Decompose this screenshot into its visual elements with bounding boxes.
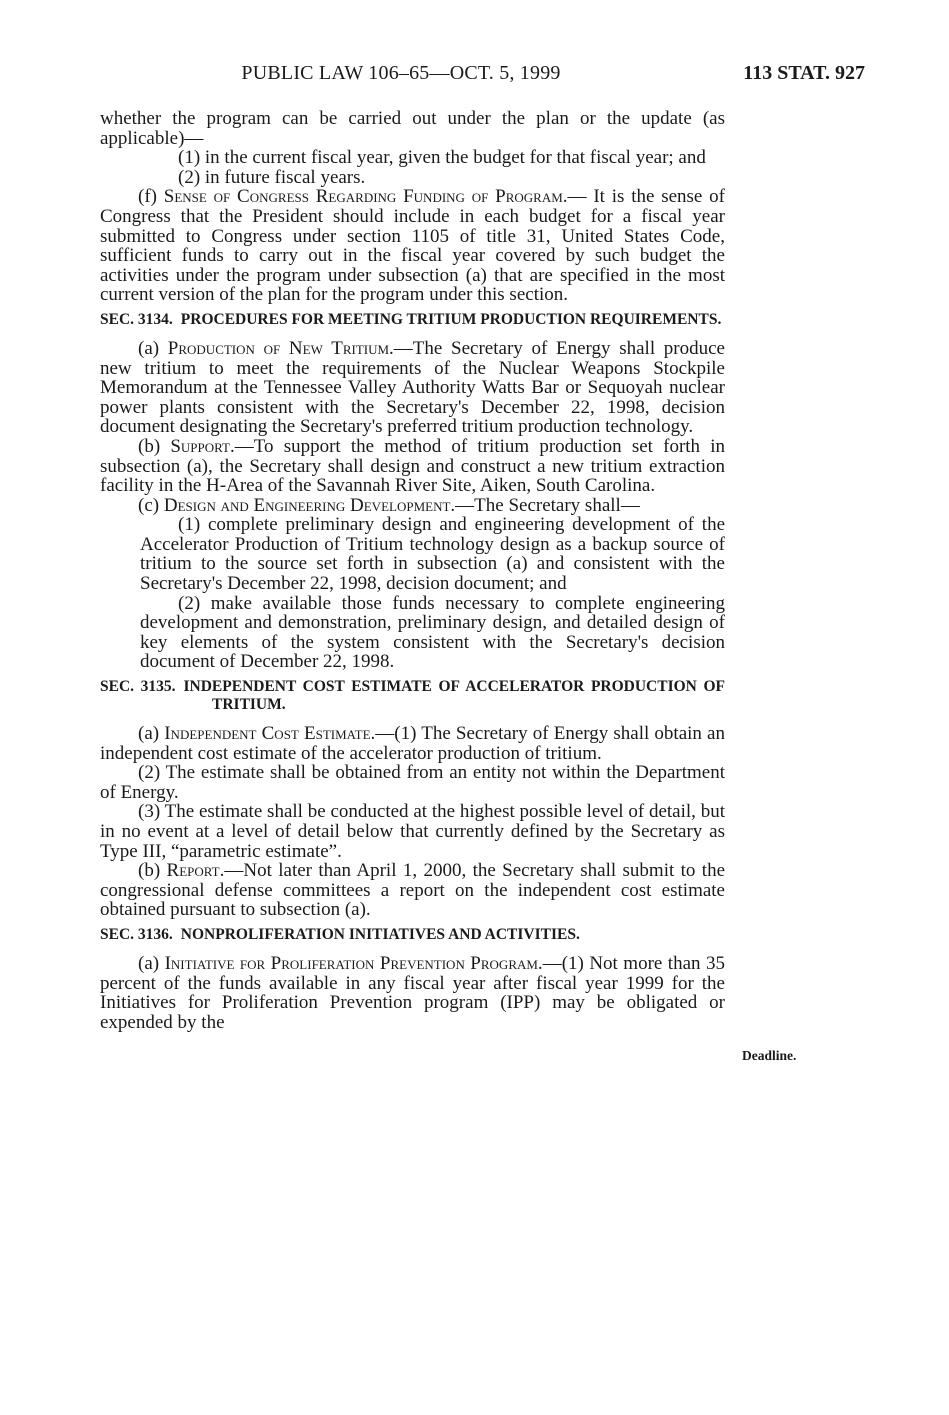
section-3135-a xyxy=(100,724,725,763)
section-3134-b-heading: Support. xyxy=(170,435,235,457)
subsection-f-heading: Sense of Congress Regarding Funding of Program. xyxy=(163,186,568,208)
section-3136-a xyxy=(100,954,725,1032)
section-3134-a-text: —The Secretary of Energy shall produce new tritium to meet the requirements of the Nuclear Weapons Stockpile Memorandum at the Tennessee Valley Authority Watts Bar or Sequoyah nuclear power plants consistent with the Secretary's December 22, 1998, decision document designating the Secretary's preferred tritium production technology. xyxy=(100,337,725,438)
section-3136-title: NONPROLIFERATION INITIATIVES AND ACTIVITIES. xyxy=(180,925,580,943)
section-3136-a-heading: Initiative for Proliferation Prevention Program. xyxy=(164,952,543,974)
section-3134-c-1: (1) complete preliminary design and engineering development of the Accelerator Production of Tritium technology design as a backup source of tritium to the source set forth in subsection (a) and consistent with the Secretary's December 22, 1998, decision document; and xyxy=(140,514,725,595)
section-3135-a-text: —(1) The Secretary of Energy shall obtain an independent cost estimate of the accelerator production of tritium. xyxy=(100,723,725,764)
section-3136-a-text: —(1) Not more than 35 percent of the funds available in any fiscal year after fiscal year 1999 for the Initiatives for Proliferation Prevention program (IPP) may be obligated or expended by the xyxy=(100,952,725,1033)
section-3135-b-heading: Report. xyxy=(166,860,225,882)
section-3135-a-3: (3) The estimate shall be conducted at the highest possible level of detail, but in no event at a level of detail below that currently defined by the Secretary as Type III, “parametric estimate”. xyxy=(100,801,725,862)
section-3134-heading xyxy=(100,311,725,329)
subsection-f-lead: (f) xyxy=(138,186,164,208)
section-3135-b-text: —Not later than April 1, 2000, the Secretary shall submit to the congressional defense committees a report on the independent cost estimate obtained pursuant to subsection (a). xyxy=(100,860,725,921)
section-3134-b xyxy=(100,437,725,496)
page-stat-number: 113 STAT. 927 xyxy=(743,62,865,84)
section-3135-a-heading: Independent Cost Estimate. xyxy=(164,723,376,745)
section-3134-a-heading: Production of New Tritium. xyxy=(167,337,394,359)
section-3134-c xyxy=(100,496,725,516)
section-3136-heading xyxy=(100,926,725,944)
section-3135-title: INDEPENDENT COST ESTIMATE OF ACCELERATOR PRODUCTION OF TRITIUM. xyxy=(183,678,725,714)
section-3136-a-lead: (a) xyxy=(138,952,165,974)
section-3134-a-lead: (a) xyxy=(138,337,168,359)
section-3134-c-text: —The Secretary shall— xyxy=(455,494,640,516)
section-3134-b-lead: (b) xyxy=(138,435,171,457)
section-3134-title: PROCEDURES FOR MEETING TRITIUM PRODUCTION REQUIREMENTS. xyxy=(180,310,722,328)
running-header-title: PUBLIC LAW 106–65—OCT. 5, 1999 xyxy=(241,62,561,84)
paragraph-continued: whether the program can be carried out under the plan or the update (as applicable)— xyxy=(100,108,725,149)
clause-1: (1) in the current fiscal year, given the budget for that fiscal year; and xyxy=(178,147,706,169)
subsection-f xyxy=(100,187,725,305)
section-3134-c-lead: (c) xyxy=(138,494,164,516)
body-text xyxy=(100,109,725,1032)
section-3134-c-2: (2) make available those funds necessary to complete engineering development and demonstration, preliminary design, and detailed design of key elements of the system consistent with the Secretary's decision document of December 22, 1998. xyxy=(140,592,725,673)
section-3135-number: SEC. 3135. xyxy=(100,678,176,696)
section-3134-number: SEC. 3134. xyxy=(100,310,173,328)
section-3134-c-heading: Design and Engineering Development. xyxy=(163,494,456,516)
clause-2: (2) in future fiscal years. xyxy=(178,166,366,188)
section-3136-number: SEC. 3136. xyxy=(100,925,173,943)
section-3135-a-2: (2) The estimate shall be obtained from an entity not within the Department of Energy. xyxy=(100,762,725,803)
subsection-f-text: — It is the sense of Congress that the President should include in each budget for a fiscal year submitted to Congress under section 1105 of title 31, United States Code, sufficient funds to carry out in the fiscal year covered by such budget the activities under the program under subsection (a) that are specified in the most current version of the plan for the program under this section. xyxy=(100,186,725,306)
section-3135-a-lead: (a) xyxy=(138,723,165,745)
section-3135-b-lead: (b) xyxy=(138,860,167,882)
section-3135-heading xyxy=(100,678,725,714)
section-3134-a xyxy=(100,339,725,437)
section-3135-b xyxy=(100,861,725,920)
margin-note-deadline: Deadline. xyxy=(742,1048,797,1063)
section-3134-b-text: —To support the method of tritium production set forth in subsection (a), the Secretary shall design and construct a new tritium extraction facility in the H-Area of the Savannah River Site, Aiken, South Carolina. xyxy=(100,435,726,497)
